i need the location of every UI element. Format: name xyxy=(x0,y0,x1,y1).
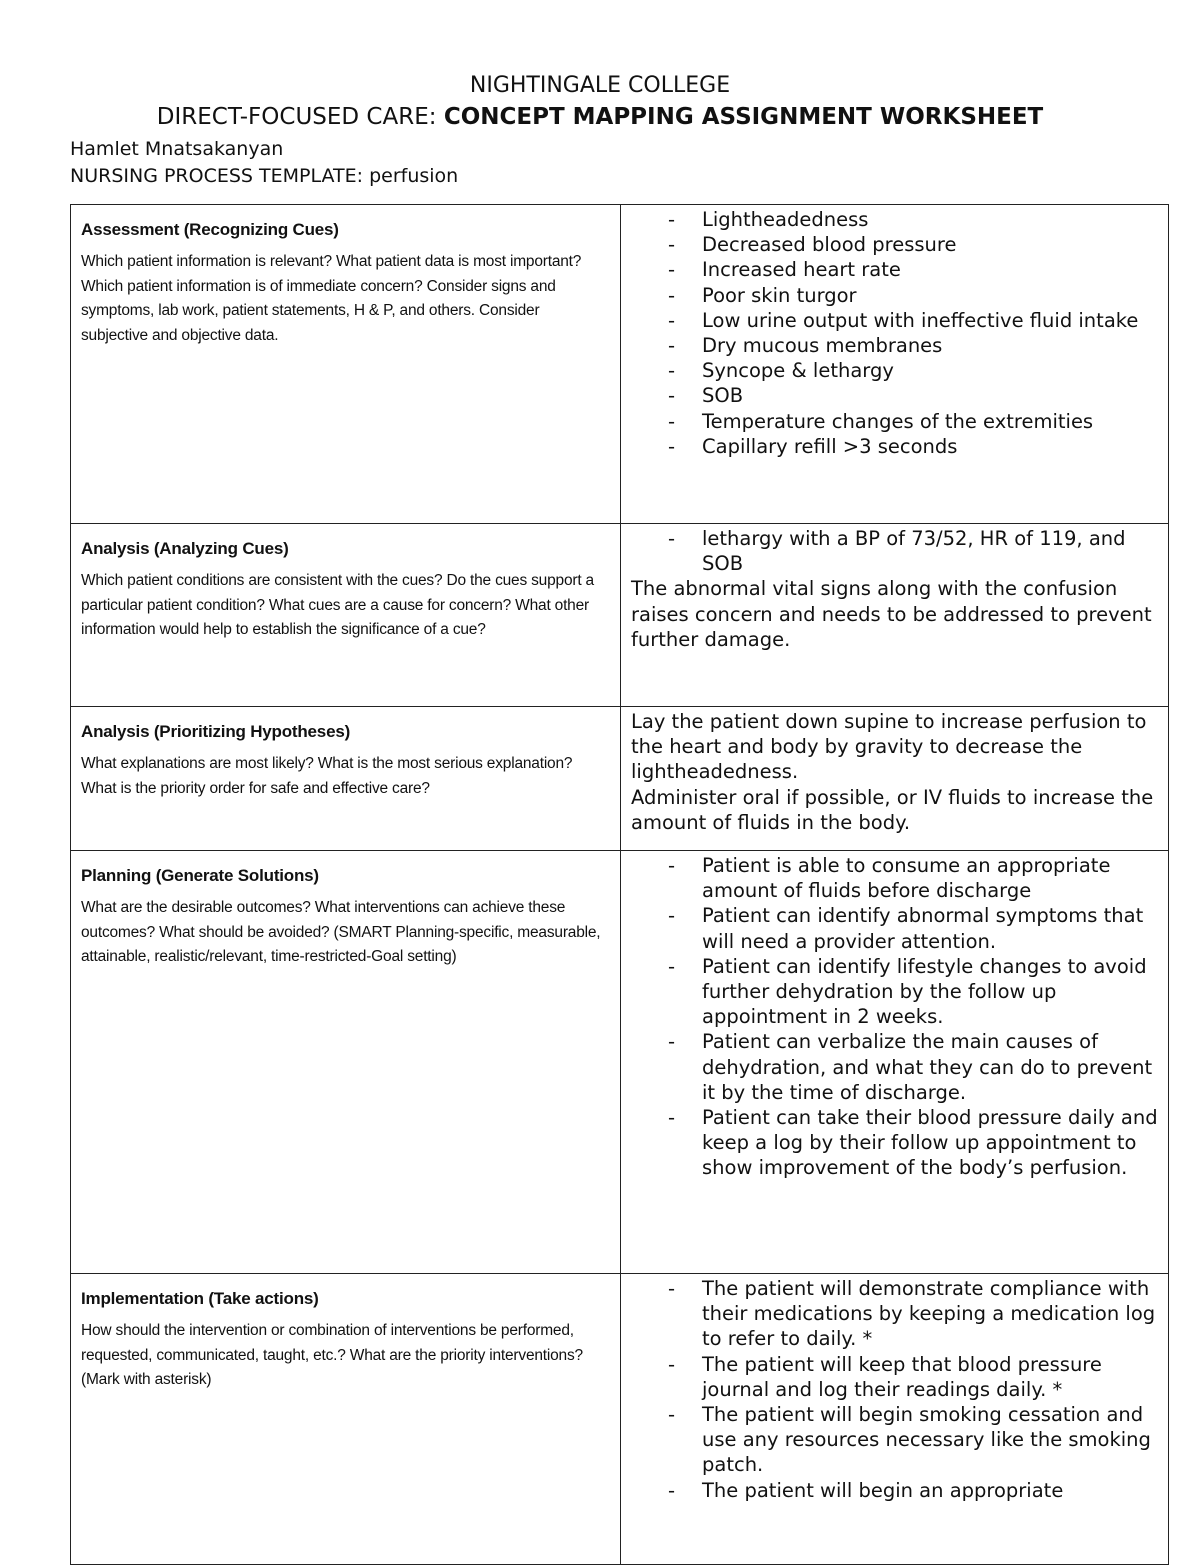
list-item: - The patient will keep that blood pressure journal and log their readings daily. * xyxy=(631,1352,1158,1402)
section-heading: Analysis (Prioritizing Hypotheses) xyxy=(81,722,351,741)
table-row xyxy=(71,851,1169,1274)
response-paragraph: Administer oral if possible, or IV fluids to increase the amount of fluids in the body. xyxy=(631,785,1154,834)
list-item: - lethargy with a BP of 73/52, HR of 119, and SOB xyxy=(631,526,1158,576)
prompt-cell-assessment xyxy=(71,205,621,524)
list-item: - Increased heart rate xyxy=(631,257,1158,282)
table-row xyxy=(71,1274,1169,1565)
list-item: - The patient will begin an appropriate xyxy=(631,1478,1158,1503)
worksheet-title xyxy=(0,102,1200,132)
section-heading: Implementation (Take actions) xyxy=(81,1289,319,1308)
response-list xyxy=(631,526,1158,576)
section-heading: Planning (Generate Solutions) xyxy=(81,866,319,885)
list-item: - Decreased blood pressure xyxy=(631,232,1158,257)
response-cell-planning xyxy=(621,851,1169,1274)
list-item: - SOB xyxy=(631,383,1158,408)
response-list xyxy=(631,853,1158,1181)
list-item: - Dry mucous membranes xyxy=(631,333,1158,358)
list-item: - The patient will begin smoking cessation and use any resources necessary like the smoking patch. xyxy=(631,1402,1158,1478)
list-item: - Syncope & lethargy xyxy=(631,358,1158,383)
table-row xyxy=(71,524,1169,707)
concept-map-table xyxy=(70,204,1169,1565)
response-cell-analyzing-cues xyxy=(621,524,1169,707)
section-question: How should the intervention or combination of interventions be performed, requested, communicated, taught, etc.? What are the priority interventions? (Mark with asterisk) xyxy=(81,1322,583,1388)
section-question: Which patient information is relevant? What patient data is most important? Which patient information is of immediate concern? Consider signs and symptoms, lab work, patient statements, H & P, and others. Consider subjective and objective data. xyxy=(81,253,582,344)
section-heading: Assessment (Recognizing Cues) xyxy=(81,220,339,239)
prompt-cell-prioritizing-hypotheses xyxy=(71,707,621,851)
list-item: - Patient can verbalize the main causes of dehydration, and what they can do to prevent it by the time of discharge. xyxy=(631,1029,1158,1105)
list-item: - Temperature changes of the extremities xyxy=(631,409,1158,434)
prompt-cell-implementation xyxy=(71,1274,621,1565)
list-item: - Patient is able to consume an appropriate amount of fluids before discharge xyxy=(631,853,1158,903)
list-item: - Poor skin turgor xyxy=(631,283,1158,308)
section-heading: Analysis (Analyzing Cues) xyxy=(81,539,289,558)
section-question: Which patient conditions are consistent with the cues? Do the cues support a particular patient condition? What cues are a cause for concern? What other information would help to establish the significance of a cue? xyxy=(81,572,594,638)
table-row xyxy=(71,205,1169,524)
response-cell-assessment xyxy=(621,205,1169,524)
college-title: NIGHTINGALE COLLEGE xyxy=(469,73,731,98)
list-item: - Patient can identify abnormal symptoms that will need a provider attention. xyxy=(631,903,1158,953)
prompt-cell-analyzing-cues xyxy=(71,524,621,707)
section-question: What explanations are most likely? What is the most serious explanation? What is the priority order for safe and effective care? xyxy=(81,755,573,797)
template-label: NURSING PROCESS TEMPLATE: perfusion xyxy=(70,165,459,187)
response-paragraph: Lay the patient down supine to increase perfusion to the heart and body by gravity to decrease the lightheadedness. xyxy=(631,710,1147,784)
response-cell-prioritizing-hypotheses xyxy=(621,707,1169,851)
section-question: What are the desirable outcomes? What interventions can achieve these outcomes? What should be avoided? (SMART Planning-specific, measurable, attainable, realistic/relevant, time-restricted-Goal setting) xyxy=(81,899,601,965)
response-cell-implementation xyxy=(621,1274,1169,1565)
student-name: Hamlet Mnatsakanyan xyxy=(70,138,284,160)
response-list xyxy=(631,207,1158,459)
list-item: - Capillary refill >3 seconds xyxy=(631,434,1158,459)
table-row xyxy=(71,707,1169,851)
list-item: - Patient can identify lifestyle changes to avoid further dehydration by the follow up appointment in 2 weeks. xyxy=(631,954,1158,1030)
response-list xyxy=(631,1276,1158,1503)
list-item: - The patient will demonstrate compliance with their medications by keeping a medication log to refer to daily. * xyxy=(631,1276,1158,1352)
worksheet-title-main: CONCEPT MAPPING ASSIGNMENT WORKSHEET xyxy=(443,104,1044,130)
prompt-cell-planning xyxy=(71,851,621,1274)
list-item: - Low urine output with ineffective fluid intake xyxy=(631,308,1158,333)
list-item: - Lightheadedness xyxy=(631,207,1158,232)
response-paragraph: The abnormal vital signs along with the confusion raises concern and needs to be addressed to prevent further damage. xyxy=(631,577,1152,651)
worksheet-title-prefix: DIRECT-FOCUSED CARE: xyxy=(156,104,444,130)
list-item: - Patient can take their blood pressure daily and keep a log by their follow up appointment to show improvement of the body’s perfusion. xyxy=(631,1105,1158,1181)
